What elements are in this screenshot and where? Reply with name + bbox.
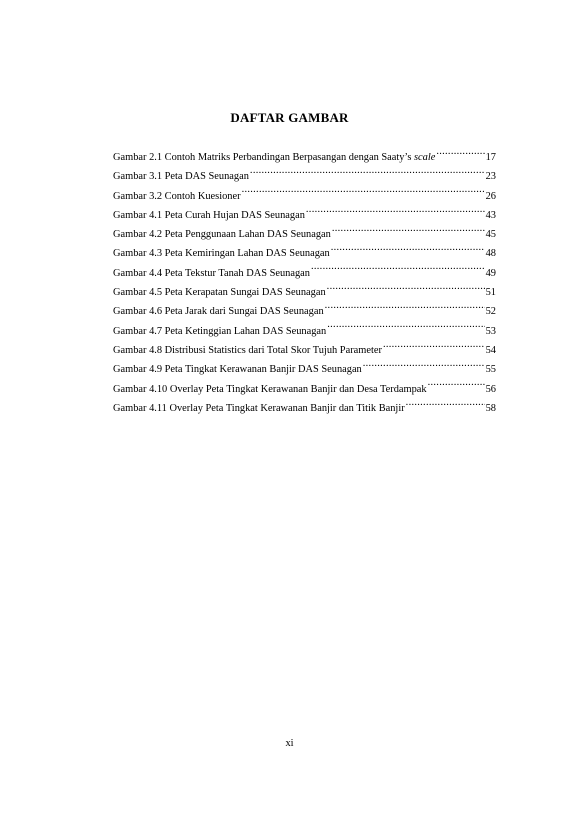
dot-leader bbox=[327, 285, 485, 295]
list-item bbox=[113, 283, 496, 302]
entry-label: Gambar 4.11 Overlay Peta Tingkat Kerawanan Banjir dan Titik Banjir bbox=[113, 402, 405, 414]
dot-leader bbox=[428, 382, 485, 392]
entry-label: Gambar 3.1 Peta DAS Seunagan bbox=[113, 171, 249, 183]
page-title: DAFTAR GAMBAR bbox=[230, 110, 349, 125]
dot-leader bbox=[406, 401, 485, 411]
entry-label: Gambar 4.9 Peta Tingkat Kerawanan Banjir DAS Seunagan bbox=[113, 364, 362, 376]
entry-page-number: 23 bbox=[485, 171, 496, 183]
entry-page-number: 56 bbox=[485, 383, 496, 395]
entry-label: Gambar 4.10 Overlay Peta Tingkat Kerawanan Banjir dan Desa Terdampak bbox=[113, 383, 427, 395]
dot-leader bbox=[250, 169, 485, 179]
dot-leader bbox=[331, 246, 485, 256]
figure-list bbox=[113, 148, 496, 418]
entry-label: Gambar 4.5 Peta Kerapatan Sungai DAS Seunagan bbox=[113, 287, 326, 299]
entry-label: Gambar 4.2 Peta Penggunaan Lahan DAS Seunagan bbox=[113, 229, 331, 241]
entry-label: Gambar 4.8 Distribusi Statistics dari Total Skor Tujuh Parameter bbox=[113, 344, 382, 356]
entry-label: Gambar 3.2 Contoh Kuesioner bbox=[113, 190, 241, 202]
list-item bbox=[113, 187, 496, 206]
entry-page-number: 55 bbox=[485, 364, 496, 376]
dot-leader bbox=[306, 208, 485, 218]
entry-page-number: 51 bbox=[485, 287, 496, 299]
entry-label: Gambar 4.3 Peta Kemiringan Lahan DAS Seunagan bbox=[113, 248, 330, 260]
entry-page-number: 52 bbox=[485, 306, 496, 318]
entry-page-number: 48 bbox=[485, 248, 496, 260]
entry-page-number: 45 bbox=[485, 229, 496, 241]
list-item bbox=[113, 399, 496, 418]
list-item bbox=[113, 206, 496, 225]
entry-label: Gambar 4.6 Peta Jarak dari Sungai DAS Seunagan bbox=[113, 306, 324, 318]
entry-label: Gambar 4.1 Peta Curah Hujan DAS Seunagan bbox=[113, 209, 305, 221]
list-item bbox=[113, 302, 496, 321]
dot-leader bbox=[436, 150, 484, 160]
list-item bbox=[113, 360, 496, 379]
entry-page-number: 53 bbox=[485, 325, 496, 337]
dot-leader bbox=[363, 362, 485, 372]
entry-label: Gambar 2.1 Contoh Matriks Perbandingan Berpasangan dengan Saaty’s scale bbox=[113, 152, 436, 163]
list-item bbox=[113, 380, 496, 399]
entry-page-number: 49 bbox=[485, 267, 496, 279]
list-item bbox=[113, 244, 496, 263]
dot-leader bbox=[325, 304, 485, 314]
dot-leader bbox=[332, 227, 485, 237]
list-item bbox=[113, 264, 496, 283]
list-item bbox=[113, 225, 496, 244]
dot-leader bbox=[383, 343, 485, 353]
entry-page-number: 54 bbox=[485, 344, 496, 356]
dot-leader bbox=[311, 266, 485, 276]
entry-page-number: 17 bbox=[485, 152, 496, 163]
list-item bbox=[113, 341, 496, 360]
entry-page-number: 26 bbox=[485, 190, 496, 202]
entry-page-number: 43 bbox=[485, 209, 496, 221]
entry-page-number: 58 bbox=[485, 402, 496, 414]
dot-leader bbox=[327, 324, 484, 334]
list-item bbox=[113, 322, 496, 341]
list-item bbox=[113, 167, 496, 186]
dot-leader bbox=[242, 189, 485, 199]
entry-label: Gambar 4.7 Peta Ketinggian Lahan DAS Seunagan bbox=[113, 325, 327, 337]
entry-label: Gambar 4.4 Peta Tekstur Tanah DAS Seunagan bbox=[113, 267, 310, 279]
page-number: xi bbox=[285, 738, 294, 749]
list-item bbox=[113, 148, 496, 167]
